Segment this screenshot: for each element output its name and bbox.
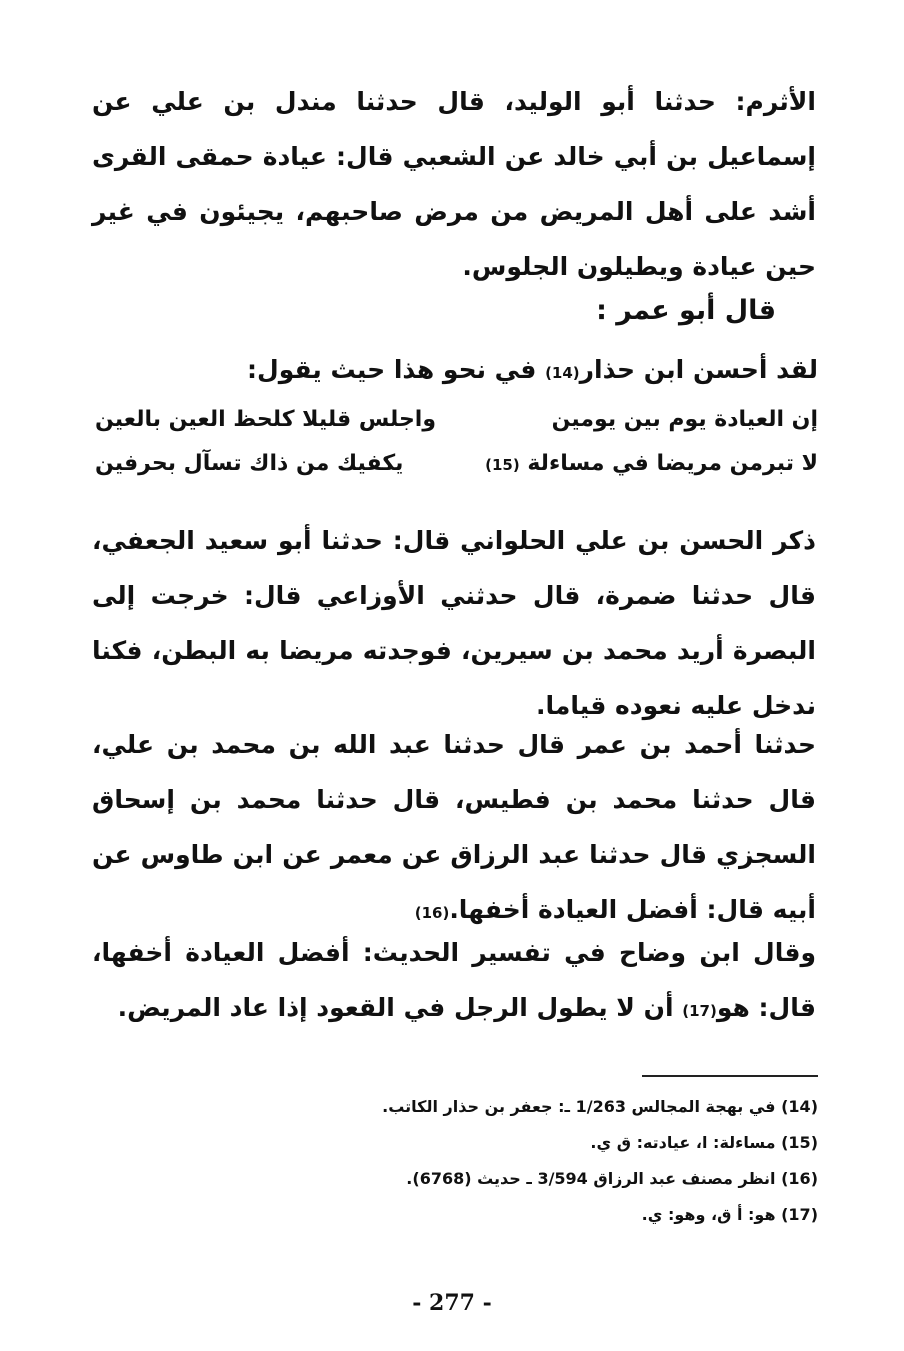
footnote-ref-16: (16) bbox=[414, 904, 450, 922]
paragraph-1: الأثرم: حدثنا أبو الوليد، قال حدثنا مندل بن علي عن إسماعيل بن أبي خالد عن الشعبي قال: عيادة حمقى القرى أشد على أهل المريض من مرض صاحبهم، يجيئون في غير حين عيادة ويطيلون الجلوس. bbox=[92, 87, 816, 281]
page-number: - 277 - bbox=[412, 1290, 492, 1316]
paragraph-3-text: حدثنا أحمد بن عمر قال حدثنا عبد الله بن محمد بن علي، قال حدثنا محمد بن فطيس، قال حدثنا محمد بن إسحاق السجزي قال حدثنا عبد الرزاق عن معمر عن ابن طاوس عن أبيه قال: أفضل العيادة أخفها. bbox=[92, 730, 816, 924]
verse-2-second-hemistich: يكفيك من ذاك تسآل بحرفين bbox=[95, 451, 404, 476]
footnote-16: (16) انظر مصنف عبد الرزاق 3/594 ـ حديث (6768). bbox=[406, 1169, 818, 1188]
footnote-14: (14) في بهجة المجالس 1/263 ـ: جعفر بن حذار الكاتب. bbox=[382, 1097, 818, 1116]
verse-intro-text-end: في نحو هذا حيث يقول: bbox=[247, 355, 546, 384]
footnote-17: (17) هو: أ ق، وهو: ي. bbox=[641, 1205, 818, 1224]
section-heading: قال أبو عمر : bbox=[596, 295, 776, 326]
verse-1-first-hemistich: إن العيادة يوم بين يومين bbox=[551, 407, 818, 432]
paragraph-4-text-end: أن لا يطول الرجل في القعود إذا عاد المريض. bbox=[117, 993, 683, 1022]
verse-2-first-text: لا تبرمن مريضا في مساءلة bbox=[527, 451, 818, 476]
footnote-ref-15: (15) bbox=[485, 456, 520, 474]
footnote-ref-17: (17) bbox=[682, 1002, 717, 1020]
verse-intro bbox=[88, 342, 818, 401]
paragraph-4 bbox=[92, 925, 816, 1039]
verse-intro-text: لقد أحسن ابن حذار bbox=[579, 355, 818, 384]
footnote-15: (15) مساءلة: ا، عيادته: ق ي. bbox=[590, 1133, 818, 1152]
footnote-separator bbox=[642, 1075, 818, 1077]
verse-2-first-hemistich bbox=[485, 442, 818, 487]
verse-1-second-hemistich: واجلس قليلا كلحظ العين بالعين bbox=[95, 407, 437, 432]
paragraph-2: ذكر الحسن بن علي الحلواني قال: حدثنا أبو سعيد الجعفي، قال حدثنا ضمرة، قال حدثني الأوزاعي قال: خرجت إلى البصرة أريد محمد بن سيرين، فوجدته مريضا به البطن، فكنا ندخل عليه نعوده قياما. bbox=[92, 526, 816, 720]
paragraph-3 bbox=[92, 717, 816, 941]
footnote-ref-14: (14) bbox=[545, 364, 580, 382]
paragraph-4-text: وقال ابن وضاح في تفسير الحديث: أفضل العيادة أخفها، قال: هو bbox=[92, 938, 816, 1022]
